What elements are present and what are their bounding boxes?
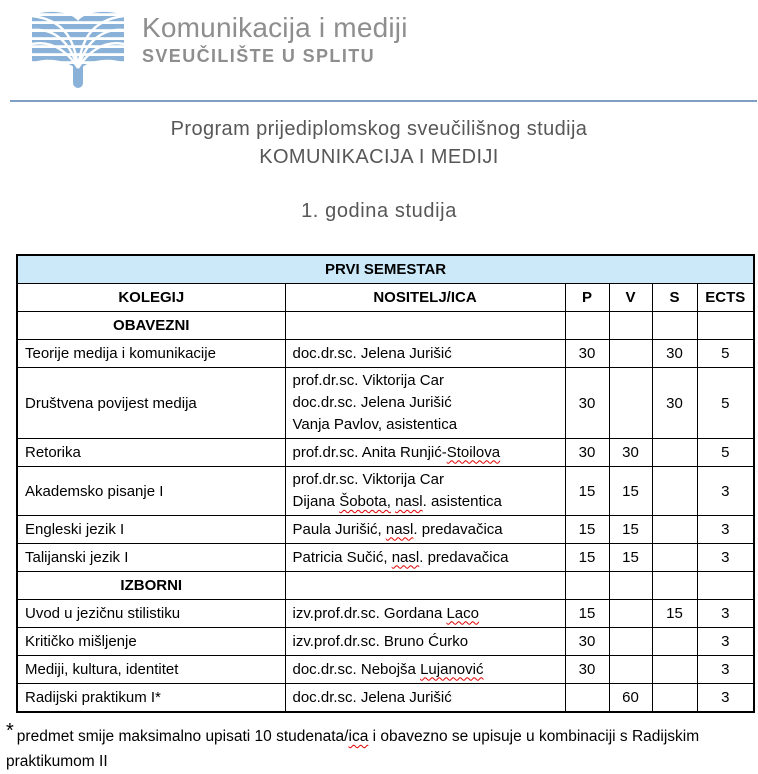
- text-segment: . predavačica: [413, 520, 503, 538]
- logo-title: Komunikacija i mediji: [142, 12, 408, 43]
- text-segment: Patricia Sučić,: [292, 548, 392, 566]
- empty-nositelj-cell: [285, 572, 565, 600]
- seminar-hours-cell: 30: [652, 368, 697, 439]
- lectures-hours-cell: 30: [565, 368, 609, 439]
- semester-title-row: [17, 255, 754, 284]
- course-row: [17, 600, 754, 628]
- empty-s-cell: [652, 572, 697, 600]
- seminar-hours-cell: [652, 467, 697, 516]
- semester-title: PRVI SEMESTAR: [17, 255, 754, 284]
- text-segment: Dijana: [292, 493, 340, 510]
- column-header-ects: ECTS: [697, 284, 754, 312]
- text-segment: i obavezno se upisuje u kombinaciji s Radijskim praktikumom II: [6, 728, 700, 770]
- semester-table: [16, 254, 755, 713]
- seminar-hours-cell: [652, 516, 697, 544]
- empty-ects-cell: [697, 572, 754, 600]
- lecturer-line: [293, 343, 558, 365]
- empty-v-cell: [609, 572, 652, 600]
- course-row: [17, 467, 754, 516]
- text-segment: prof.dr.sc. Viktorija Car: [292, 471, 444, 488]
- lecturer-line: [293, 631, 558, 653]
- lecturer-cell: [285, 600, 565, 628]
- lecturer-line: [293, 547, 558, 569]
- seminar-hours-cell: 15: [652, 600, 697, 628]
- lecturer-cell: [285, 628, 565, 656]
- university-logo: [28, 8, 758, 90]
- course-name-cell: Teorije medija i komunikacije: [17, 340, 285, 368]
- section-row: [17, 572, 754, 600]
- text-segment: doc.dr.sc. Jelena Jurišić: [292, 688, 452, 706]
- course-row: [17, 684, 754, 713]
- ects-cell: 3: [697, 628, 754, 656]
- ects-cell: 3: [697, 600, 754, 628]
- spellcheck-flagged-text: nasl: [391, 548, 420, 566]
- exercises-hours-cell: [609, 368, 652, 439]
- section-row: [17, 312, 754, 340]
- ects-cell: 3: [697, 516, 754, 544]
- empty-s-cell: [652, 312, 697, 340]
- course-row: [17, 340, 754, 368]
- lecturer-line: [293, 603, 558, 625]
- lectures-hours-cell: 15: [565, 467, 609, 516]
- header-divider: [10, 100, 757, 102]
- course-name-cell: Akademsko pisanje I: [17, 467, 285, 516]
- program-title-line1: Program prijediplomskog sveučilišnog studija: [170, 118, 588, 140]
- course-row: [17, 544, 754, 572]
- spellcheck-flagged-text: nasl: [395, 493, 423, 510]
- exercises-hours-cell: 15: [609, 516, 652, 544]
- lecturer-line: [293, 659, 558, 681]
- lecturer-cell: [285, 368, 565, 439]
- empty-p-cell: [565, 572, 609, 600]
- seminar-hours-cell: [652, 544, 697, 572]
- course-name-cell: Mediji, kultura, identitet: [17, 656, 285, 684]
- footnote-asterisk: *: [6, 720, 14, 742]
- exercises-hours-cell: [609, 628, 652, 656]
- lecturer-line: [293, 687, 558, 709]
- spellcheck-flagged-text: Laco: [446, 604, 479, 622]
- text-segment: prof.dr.sc. Viktorija Car: [292, 372, 444, 389]
- text-segment: doc.dr.sc. Jelena Jurišić: [292, 344, 452, 362]
- text-segment: izv.prof.dr.sc. Gordana: [292, 604, 447, 622]
- exercises-hours-cell: [609, 656, 652, 684]
- exercises-hours-cell: 60: [609, 684, 652, 713]
- lectures-hours-cell: [565, 684, 609, 713]
- lecturer-cell: [285, 340, 565, 368]
- course-row: [17, 439, 754, 467]
- course-name-cell: Uvod u jezičnu stilistiku: [17, 600, 285, 628]
- course-name-cell: Retorika: [17, 439, 285, 467]
- course-name-cell: Talijanski jezik I: [17, 544, 285, 572]
- section-label-cell: IZBORNI: [17, 572, 285, 600]
- exercises-hours-cell: 30: [609, 439, 652, 467]
- lectures-hours-cell: 15: [565, 600, 609, 628]
- lecturer-cell: [285, 467, 565, 516]
- lecturer-line: [293, 519, 558, 541]
- lecturer-line: [293, 392, 558, 414]
- column-header-row: [17, 284, 754, 312]
- empty-nositelj-cell: [285, 312, 565, 340]
- column-header-nositelj: NOSITELJ/ICA: [285, 284, 565, 312]
- ects-cell: 5: [697, 439, 754, 467]
- seminar-hours-cell: [652, 684, 697, 713]
- course-row: [17, 656, 754, 684]
- lecturer-cell: [285, 544, 565, 572]
- text-segment: Paula Jurišić,: [292, 520, 386, 538]
- text-segment: izv.prof.dr.sc. Bruno Ćurko: [292, 632, 469, 650]
- lecturer-line: [293, 491, 558, 513]
- course-name-cell: Radijski praktikum I*: [17, 684, 285, 713]
- section-label-cell: OBAVEZNI: [17, 312, 285, 340]
- logo-subtitle: SVEUČILIŠTE U SPLITU: [142, 46, 376, 66]
- lectures-hours-cell: 30: [565, 628, 609, 656]
- text-segment: doc.dr.sc. Jelena Jurišić: [292, 394, 452, 411]
- study-year-title: 1. godina studija: [301, 200, 457, 222]
- ects-cell: 3: [697, 467, 754, 516]
- text-segment: predmet smije maksimalno upisati 10 studenata/: [16, 728, 349, 745]
- course-name-cell: Engleski jezik I: [17, 516, 285, 544]
- lectures-hours-cell: 15: [565, 516, 609, 544]
- program-title-line2: KOMUNIKACIJA I MEDIJI: [259, 146, 499, 168]
- empty-ects-cell: [697, 312, 754, 340]
- text-segment: . predavačica: [419, 548, 509, 566]
- empty-v-cell: [609, 312, 652, 340]
- column-header-p: P: [565, 284, 609, 312]
- spellcheck-flagged-text: ica: [348, 728, 369, 745]
- document-titles: [0, 115, 758, 225]
- column-header-v: V: [609, 284, 652, 312]
- lectures-hours-cell: 30: [565, 656, 609, 684]
- footnote: [6, 719, 752, 774]
- lecturer-cell: [285, 516, 565, 544]
- course-row: [17, 516, 754, 544]
- course-name-cell: Kritičko mišljenje: [17, 628, 285, 656]
- logo-text: [142, 8, 408, 68]
- ects-cell: 3: [697, 684, 754, 713]
- spellcheck-flagged-text: Lujanović: [420, 660, 484, 678]
- course-name-cell: Društvena povijest medija: [17, 368, 285, 439]
- text-segment: prof.dr.sc. Anita Runjić-: [292, 443, 447, 461]
- seminar-hours-cell: [652, 628, 697, 656]
- seminar-hours-cell: 30: [652, 340, 697, 368]
- exercises-hours-cell: 15: [609, 467, 652, 516]
- column-header-kolegij: KOLEGIJ: [17, 284, 285, 312]
- exercises-hours-cell: [609, 600, 652, 628]
- lecturer-cell: [285, 656, 565, 684]
- lecturer-line: [293, 414, 558, 436]
- text-segment: Vanja Pavlov, asistentica: [292, 416, 458, 433]
- ects-cell: 5: [697, 340, 754, 368]
- letterhead: [0, 0, 758, 102]
- spellcheck-flagged-text: Stoilova: [446, 443, 501, 461]
- text-segment: . asistentica: [422, 493, 502, 510]
- exercises-hours-cell: 15: [609, 544, 652, 572]
- seminar-hours-cell: [652, 439, 697, 467]
- spellcheck-flagged-text: nasl: [385, 520, 414, 538]
- footnote-text: [6, 728, 699, 770]
- lecturer-line: [293, 370, 558, 392]
- lecturer-line: [293, 469, 558, 491]
- lectures-hours-cell: 30: [565, 340, 609, 368]
- empty-p-cell: [565, 312, 609, 340]
- course-row: [17, 368, 754, 439]
- lecturer-line: [293, 442, 558, 464]
- lecturer-cell: [285, 439, 565, 467]
- text-segment: doc.dr.sc. Nebojša: [292, 660, 421, 678]
- lectures-hours-cell: 15: [565, 544, 609, 572]
- exercises-hours-cell: [609, 340, 652, 368]
- column-header-s: S: [652, 284, 697, 312]
- lectures-hours-cell: 30: [565, 439, 609, 467]
- lecturer-cell: [285, 684, 565, 713]
- ects-cell: 5: [697, 368, 754, 439]
- course-row: [17, 628, 754, 656]
- seminar-hours-cell: [652, 656, 697, 684]
- ects-cell: 3: [697, 656, 754, 684]
- open-book-logo-icon: [28, 8, 128, 90]
- ects-cell: 3: [697, 544, 754, 572]
- spellcheck-flagged-text: Šobota,: [339, 493, 391, 510]
